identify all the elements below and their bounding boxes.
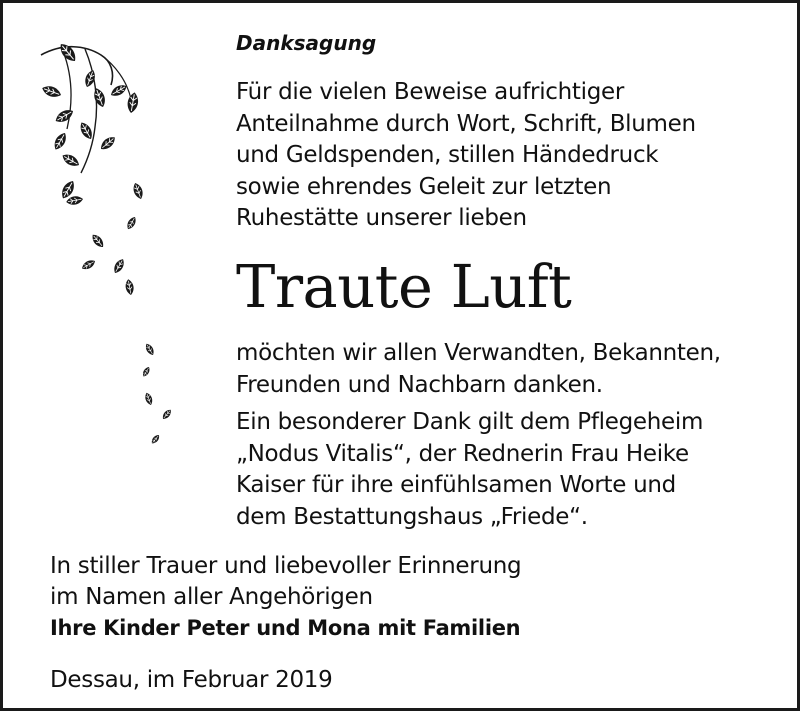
thanks-paragraph: möchten wir allen Verwandten, Bekannten, Freunden und Nachbarn danken. xyxy=(236,340,721,398)
special-thanks-paragraph: Ein besonderer Dank gilt dem Pflegeheim „Nodus Vitalis“, der Rednerin Frau Heike Kaiser für ihre einfühlsamen Worte und dem Bestattungshaus „Friede“. xyxy=(236,409,704,530)
intro-paragraph: Für die vielen Beweise aufrichtiger Anteilnahme durch Wort, Schrift, Blumen und Geldspenden, stillen Händedruck sowie ehrendes Geleit zur letzten Ruhestätte unserer lieben xyxy=(236,79,696,231)
signatories: Ihre Kinder Peter und Mona mit Familien xyxy=(50,616,521,640)
falling-leaves-icon xyxy=(3,3,223,463)
notice-heading: Danksagung xyxy=(236,31,377,55)
closing-line: im Namen aller Angehörigen xyxy=(50,584,373,610)
deceased-name: Traute Luft xyxy=(236,252,572,321)
place-date: Dessau, im Februar 2019 xyxy=(50,667,333,693)
closing-line: In stiller Trauer und liebevoller Erinnerung xyxy=(50,553,522,579)
closing-block xyxy=(50,551,521,644)
